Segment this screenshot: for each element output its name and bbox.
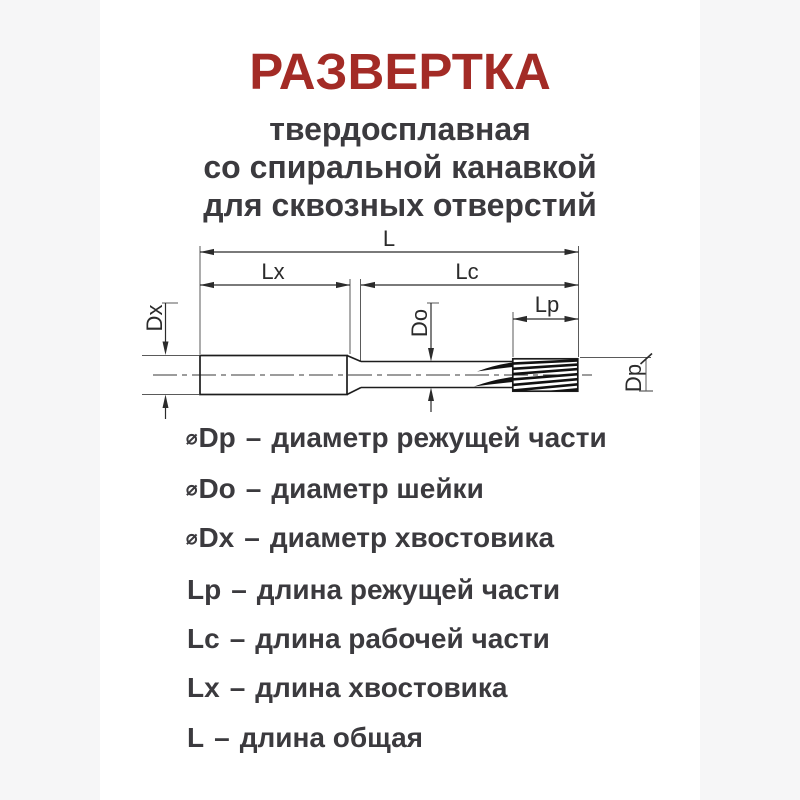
dim-label-l: L bbox=[382, 226, 396, 251]
legend-item-lx bbox=[186, 672, 706, 706]
legend-separator: – bbox=[229, 623, 246, 654]
legend-separator: – bbox=[231, 574, 247, 605]
legend-description: длина хвостовика bbox=[255, 672, 508, 703]
legend-description: диаметр шейки bbox=[271, 473, 484, 504]
dim-label-lp: Lp bbox=[534, 292, 560, 317]
legend-symbol: Lx bbox=[187, 672, 220, 703]
subtitle-line: со спиральной канавкой bbox=[203, 149, 597, 185]
legend-separator: – bbox=[245, 422, 262, 453]
dimension-dp bbox=[621, 354, 653, 393]
legend-separator: – bbox=[245, 473, 262, 504]
page-title: РАЗВЕРТКА bbox=[249, 43, 551, 100]
dim-label-dp: Dp bbox=[621, 363, 646, 393]
dimension-do bbox=[407, 303, 434, 412]
legend-item-lp bbox=[186, 574, 706, 608]
diameter-symbol: ⌀ bbox=[186, 528, 198, 549]
dimension-dx bbox=[142, 303, 169, 419]
dim-label-lx: Lx bbox=[261, 259, 285, 284]
legend-item-dp bbox=[186, 422, 706, 456]
legend-symbol: Lc bbox=[187, 623, 220, 654]
dimension-lc bbox=[361, 259, 579, 288]
legend-symbol: Lp bbox=[187, 574, 222, 605]
legend-item-do bbox=[186, 473, 706, 507]
extension-lines bbox=[142, 246, 651, 395]
dimension-lx bbox=[200, 259, 350, 288]
legend-description: длина общая bbox=[239, 722, 423, 753]
legend-item-dx bbox=[186, 522, 706, 556]
legend-separator: – bbox=[214, 722, 230, 753]
dim-label-do: Do bbox=[407, 308, 432, 338]
diameter-symbol: ⌀ bbox=[186, 479, 198, 500]
legend-symbol: L bbox=[187, 722, 205, 753]
legend-separator: – bbox=[244, 522, 260, 553]
legend-symbol: ⌀Dx bbox=[186, 522, 235, 553]
legend-separator: – bbox=[229, 672, 246, 703]
legend-description: диаметр хвостовика bbox=[269, 522, 555, 553]
legend-description: длина режущей части bbox=[256, 574, 561, 605]
legend-symbol: ⌀Dp bbox=[186, 422, 236, 453]
diameter-symbol: ⌀ bbox=[186, 428, 198, 449]
legend-description: диаметр режущей части bbox=[271, 422, 607, 453]
legend-symbol: ⌀Do bbox=[186, 473, 236, 504]
legend-item-l bbox=[186, 722, 706, 756]
subtitle-line: твердосплавная bbox=[269, 111, 531, 147]
dimension-l bbox=[200, 226, 579, 255]
dim-label-dx: Dx bbox=[142, 304, 167, 332]
legend-item-lc bbox=[186, 623, 706, 657]
dim-label-lc: Lc bbox=[455, 259, 479, 284]
dimension-lp bbox=[513, 292, 579, 322]
subtitle-line: для сквозных отверстий bbox=[203, 187, 597, 223]
legend-description: длина рабочей части bbox=[255, 623, 550, 654]
